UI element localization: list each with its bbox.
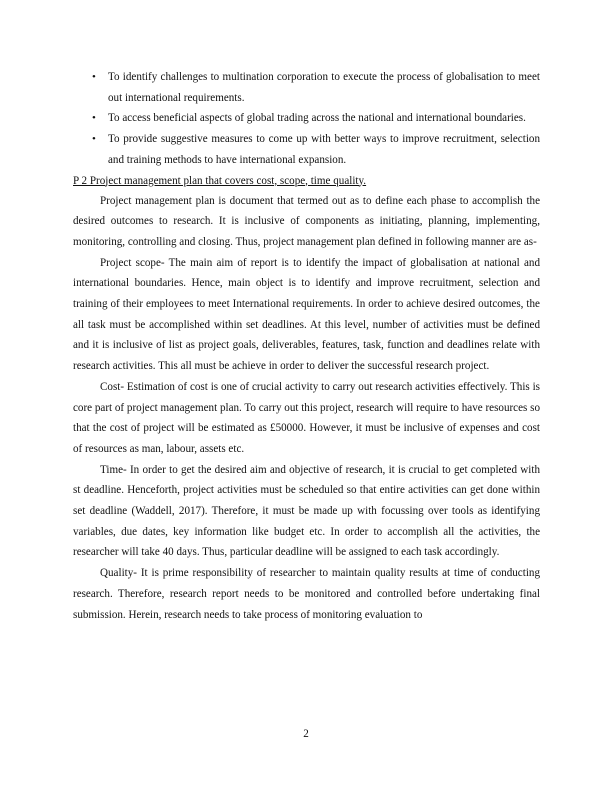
- paragraph-intro: Project management plan is document that termed out as to define each phase to accomplish the desired outcomes to research. It is inclusive of components as initiating, planning, implementing, monitoring, controlling and closing. Thus, project management plan defined in following manner are as-: [73, 194, 540, 248]
- paragraph-quality: Quality- It is prime responsibility of researcher to maintain quality results at time of conducting research. Therefore, research report needs to be monitored and controlled before undertaking final submission. Herein, research needs to take process of monitoring evaluation to: [73, 567, 540, 621]
- paragraph-scope: Project scope- The main aim of report is to identify the impact of globalisation at national and international boundaries. Hence, main object is to identify and improve recruitment, selection and training of their employees to meet International requirements. In order to achieve desired outcomes, the all task must be accomplished within set deadlines. At this level, number of activities must be defined and it is inclusive of list as project goals, deliverables, features, task, function and deadlines relate with research activities. This all must be achieve in order to deliver the successful research project.: [73, 256, 540, 373]
- list-item-text: To provide suggestive measures to come up with better ways to improve recruitment, selection and training methods to have international expansion.: [108, 133, 540, 166]
- page-number: 2: [303, 728, 309, 740]
- bullet-icon: •: [92, 133, 96, 146]
- list-item: [73, 67, 540, 108]
- section-heading: P 2 Project management plan that covers cost, scope, time quality.: [73, 174, 367, 187]
- list-item-text: To identify challenges to multination corporation to execute the process of globalisation to meet out international requirements.: [108, 71, 540, 104]
- bullet-icon: •: [92, 71, 96, 83]
- list-item-text: To access beneficial aspects of global trading across the national and international boundaries.: [108, 112, 526, 125]
- page-content: [73, 67, 540, 625]
- list-item: [73, 129, 540, 170]
- paragraph-time: Time- In order to get the desired aim and objective of research, it is crucial to get completed with st deadline. Henceforth, project activities must be scheduled so that entire activities can get done within set deadline (Waddell, 2017). Therefore, it must be made up with focussing over tools as identifying variables, due dates, key information like budget etc. In order to accomplish all the activities, the researcher will take 40 days. Thus, particular deadline will be assigned to each task accordingly.: [73, 463, 540, 559]
- bullet-icon: •: [92, 112, 96, 125]
- objectives-list: [73, 67, 540, 171]
- list-item: [73, 108, 540, 129]
- paragraph-cost: Cost- Estimation of cost is one of crucial activity to carry out research activities effectively. This is core part of project management plan. To carry out this project, research will require to have resources so that the cost of project will be estimated as £50000. However, it must be inclusive of expenses and cost of resources as man, labour, assets etc.: [73, 380, 540, 455]
